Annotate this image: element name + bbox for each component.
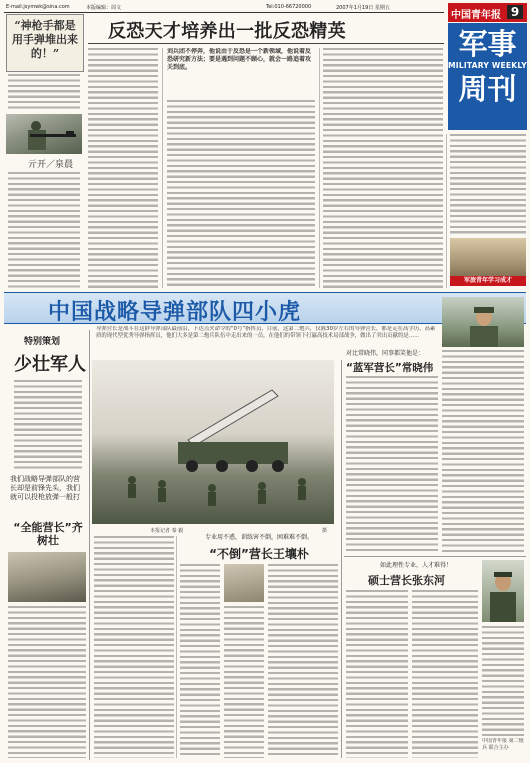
center-lower-col-2	[180, 564, 220, 758]
center-lower-col-3	[224, 606, 264, 758]
header-email: E-mail:jsymwk@sina.com	[6, 4, 70, 10]
headline-top: 反恐天才培养出一批反恐精英	[108, 21, 346, 42]
sidebar-photo-caption: 军旅青年学习成才	[463, 277, 512, 284]
brand-name: 中国青年报	[451, 10, 501, 21]
missile-training-photo	[92, 360, 334, 524]
top-col-2	[167, 100, 315, 288]
special-planning-label: 特别策划	[24, 337, 61, 347]
center-story-title: “不倒”营长王壤朴	[209, 547, 309, 561]
quote-box	[6, 14, 84, 72]
left-column-top-text	[8, 172, 80, 290]
soldier-rifle-illustration	[6, 114, 82, 154]
quote-body-text	[8, 74, 80, 112]
right-story-2-text-c	[482, 626, 524, 736]
center-lower-col-1	[94, 536, 174, 758]
sidebar-photo	[450, 238, 526, 286]
headline-top-underline	[88, 43, 444, 44]
center-story-photo	[224, 564, 264, 602]
header-date: 2007年1月19日 星期五	[336, 5, 390, 11]
top-col-3	[323, 48, 443, 288]
page-number: 9	[510, 5, 520, 19]
masthead	[448, 3, 527, 130]
right-story-divider	[344, 556, 526, 557]
section-title-2: 周刊	[458, 72, 517, 106]
soldier-rifle-photo	[6, 114, 82, 154]
main-headline: 中国战略导弹部队四小虎	[48, 300, 302, 325]
page-number-box	[507, 5, 523, 19]
sidebar-photo-caption-bar	[450, 276, 526, 286]
section-title-en: MILITARY WEEKLY	[448, 61, 527, 70]
center-right-divider	[341, 360, 342, 758]
center-story-kicker: 专业用不惑，训练害不倒，困难难不倒。	[204, 534, 313, 541]
header-strip	[4, 3, 444, 13]
saluting-soldier-photo	[442, 297, 524, 347]
right-story-2-text-b	[412, 590, 478, 758]
right-story-1-title: “蓝军营长”常晓伟	[346, 362, 434, 374]
right-story-1-text-a	[346, 376, 438, 552]
special-planning-text	[14, 380, 82, 472]
left-column-divider	[89, 330, 90, 760]
top-col-divider-2	[319, 48, 320, 288]
quote-text: “神枪手都是用手弹堆出来的！”	[12, 19, 78, 60]
top-col-1	[88, 48, 158, 288]
section-box	[448, 23, 527, 130]
center-lower-divider-1	[176, 536, 177, 758]
center-lower-col-4	[268, 564, 338, 758]
right-story-2-title: 硕士营长张东河	[368, 574, 445, 587]
intro-text: 导弹营长是战斗在这群导弹部队最前沿，下达点火命令的“0号”指挥员，目前，这第二炮兵，仅陈30岁左右的导弹营长，都是走在高学历、高素质的现代型优秀导弹指挥员，他们大多是第二炮兵队伍中走出来的一员，在他们的带领下打赢高技术局部战争，做出了突出贡献的是……	[96, 326, 436, 340]
top-col-divider-3	[446, 134, 447, 288]
left-column-title: “全能营长”齐树壮	[13, 521, 83, 547]
officer-portrait-illustration	[482, 560, 524, 622]
special-planning-title: 少壮军人	[14, 354, 86, 375]
right-story-1-kicker: 对比常晓伟，同事都笑他是：	[346, 350, 425, 357]
top-col-divider-1	[162, 48, 163, 288]
header-editor: 本版编辑：周文	[86, 5, 122, 11]
section-title-1: 军事	[458, 27, 517, 61]
left-column-body	[8, 606, 86, 758]
masthead-top-bar	[448, 3, 527, 22]
header-phone: Tel:010-66720000	[266, 4, 312, 10]
right-story-2-text-a	[346, 590, 408, 758]
bottom-right-credit: 中国青年报 第二炮兵 联合主办	[482, 738, 524, 751]
right-story-1-text-b	[442, 350, 524, 552]
right-story-2-photo	[482, 560, 524, 622]
soldier-portrait-illustration	[442, 297, 524, 347]
left-column-photo	[8, 552, 86, 602]
photo-caption-small: 亓开／泉晨	[28, 160, 74, 170]
missile-launcher-illustration	[92, 360, 334, 524]
photo-credit: 本报记者 秦 毅	[150, 528, 184, 534]
photo-credit-right: 摄	[322, 528, 328, 534]
left-column-lead: 我们战略导弹部队的营长却是前锋先头，我们就可以投枪放弹一般打	[10, 475, 80, 501]
right-sidebar-text	[450, 134, 526, 234]
subhead-top: 刘兵团不停奔，他说由于反恐是一个新领域，他说着反恐研究新方法；要是遇到问题不顾心，就会一路追着攻关到底。	[167, 48, 312, 71]
right-story-2-kicker: 如此理性专业，人才难得！	[380, 562, 453, 569]
